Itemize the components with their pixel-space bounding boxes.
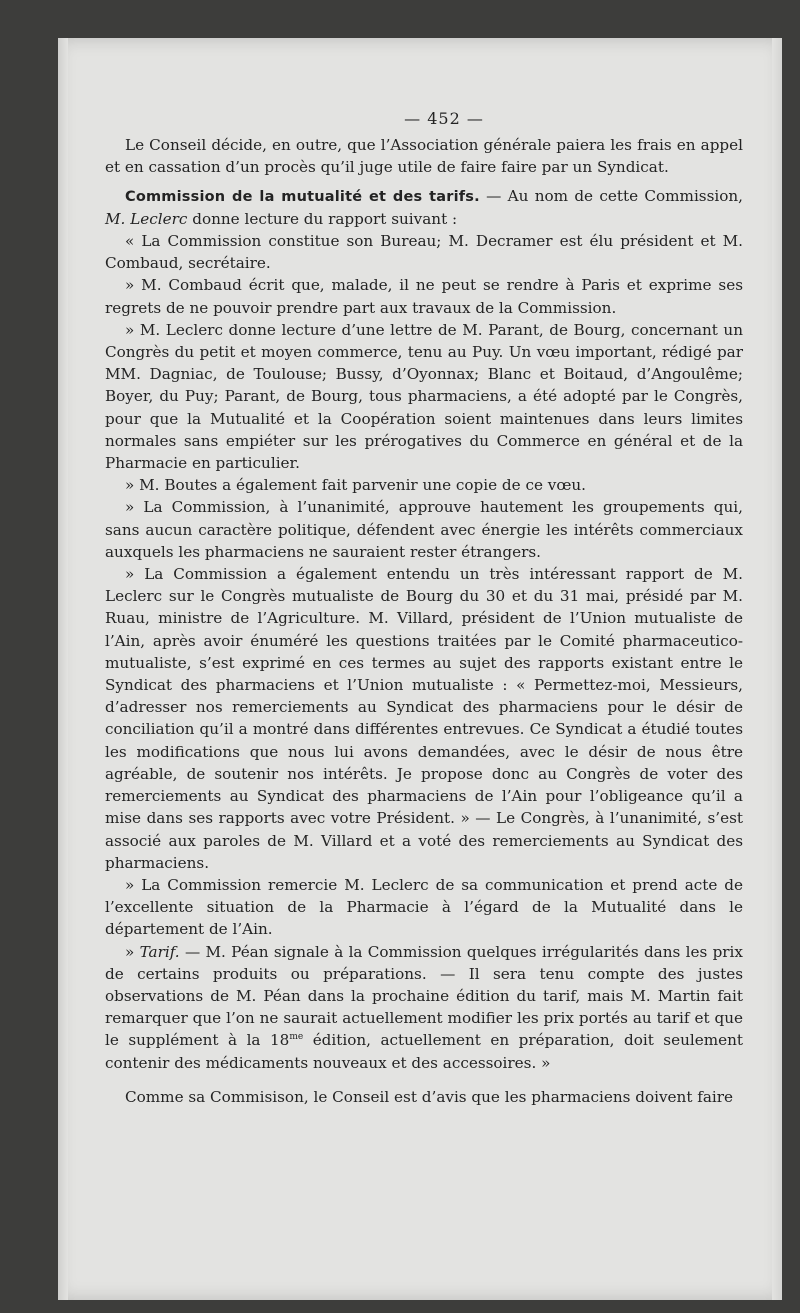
page-content [105, 108, 743, 1108]
paragraph-text: » [125, 942, 140, 961]
paragraph-commission [105, 185, 743, 230]
speaker-name: M. Leclerc [105, 209, 188, 228]
paragraph-5: » M. Leclerc donne lecture d’une lettre de M. Parant, de Bourg, concernant un Congrès du petit et moyen commerce, tenu au Puy. Un vœu important, rédigé par MM. Dagniac, de Toulouse; Bussy, d’Oyonnax; Blanc et Boitaud, d’Angoulême; Boyer, du Puy; Parant, de Bourg, tous pharmaciens, a été adopté par le Congrès, pour que la Mutualité et la Coopération soient maintenues dans leurs limites normales sans empiéter sur les prérogatives du Commerce en général et de la Pharmacie en particulier. [105, 320, 743, 473]
section-title: Commission de la mutualité et des tarifs. [125, 188, 480, 205]
paragraph-6: » M. Boutes a également fait parvenir une copie de ce vœu. [125, 476, 587, 495]
paragraph-1: Le Conseil décide, en outre, que l’Association générale paiera les frais en appel et en cassation d’un procès qu’il juge utile de faire faire par un Syndicat. [105, 136, 743, 177]
paragraph-tarif [105, 941, 743, 1074]
paragraph-9: » La Commission remercie M. Leclerc de sa communication et prend acte de l’excellente situation de la Pharmacie à l’égard de la Mutualité dans le département de l’Ain. [105, 875, 743, 939]
paragraph-11: Comme sa Commisison, le Conseil est d’avis que les pharmaciens doivent faire [125, 1087, 734, 1106]
page-edge [772, 38, 782, 1300]
tarif-label: Tarif. [139, 942, 180, 961]
paragraph-text: donne lecture du rapport suivant : [187, 209, 458, 228]
binding-fold [58, 38, 68, 1300]
paragraph-4: » M. Combaud écrit que, malade, il ne peut se rendre à Paris et exprime ses regrets de ne pouvoir prendre part aux travaux de la Commission. [105, 276, 743, 317]
paragraph-7: » La Commission, à l’unanimité, approuve hautement les groupements qui, sans aucun caractère politique, défendent avec énergie les intérêts commerciaux auxquels les pharmaciens ne sauraient rester étrangers. [105, 498, 743, 561]
paragraph-3: « La Commission constitue son Bureau; M. Decramer est élu président et M. Combaud, secrétaire. [105, 232, 743, 273]
paragraph-8: » La Commission a également entendu un très intéressant rapport de M. Leclerc sur le Congrès mutualiste de Bourg du 30 et du 31 mai, présidé par M. Ruau, ministre de l’Agriculture. M. Villard, président de l’Union mutualiste de l’Ain, après avoir énuméré les questions traitées par le Comité pharmaceutico-mutualiste, s’est exprimé en ces termes au sujet des rapports existant entre le Syndicat des pharmaciens et l’Union mutualiste : « Permettez-moi, Messieurs, d’adresser nos remerciements au Syndicat des pharmaciens pour le désir de conciliation qu’il a montré dans différentes entrevues. Ce Syndicat a étudié toutes les modifications que nous lui avons demandées, avec le désir de nous être agréable, de soutenir nos intérêts. Je propose donc au Congrès de voter des remerciements au Syndicat des pharmaciens de l’Ain pour l’obligeance qu’il a mise dans ses rapports avec votre Président. » — Le Congrès, à l’unanimité, s’est associé aux paroles de M. Villard et a voté des remerciements au Syndicat des pharmaciens. [105, 565, 743, 872]
ordinal-suffix: me [289, 1032, 304, 1043]
paragraph-text: — M. Péan signale à la Commission quelques irrégularités dans les prix de certains produits ou préparations. — Il sera tenu compte des justes observations de M. Péan dans la prochaine édition du tarif, mais M. Martin fait remarquer que l’on ne saurait actuellement modifier les prix portés au tarif et que le supplément à la 18 [105, 942, 743, 1050]
paragraph-text: édition, actuellement en préparation, doit seulement contenir des médicaments nouveaux et des accessoires. » [105, 1031, 743, 1072]
paragraph-text: — Au nom de cette Commission, [479, 186, 743, 205]
page-number: — 452 — [404, 109, 484, 128]
